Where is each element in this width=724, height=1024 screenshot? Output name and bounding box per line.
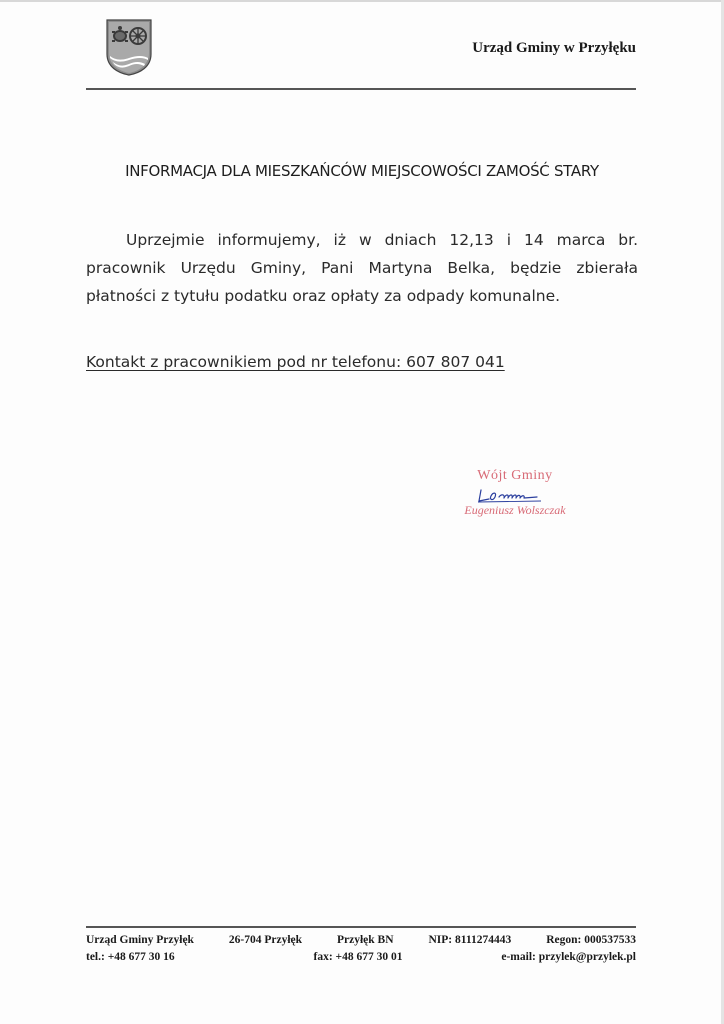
footer-nip: NIP: 8111274443 [428, 934, 512, 946]
footer-office: Urząd Gminy Przyłęk [86, 934, 194, 946]
footer-fax: fax: +48 677 30 01 [313, 951, 403, 963]
page-top-edge [0, 0, 724, 2]
footer-email[interactable]: e-mail: przylek@przylek.pl [501, 951, 636, 963]
stamp-title: Wójt Gminy [477, 468, 553, 483]
footer-tel: tel.: +48 677 30 16 [86, 951, 175, 963]
signature [475, 486, 555, 504]
footer-row-1 [86, 932, 636, 949]
footer-post-office: Przyłęk BN [337, 934, 394, 946]
office-name: Urząd Gminy w Przyłęku [472, 40, 636, 56]
footer [86, 932, 636, 966]
footer-row-2 [86, 949, 636, 966]
official-stamp [430, 468, 600, 518]
contact-line: Kontakt z pracownikiem pod nr telefonu: 607 807 041 [86, 353, 505, 371]
document-title: INFORMACJA DLA MIESZKAŃCÓW MIEJSCOWOŚCI ZAMOŚĆ STARY [125, 162, 599, 180]
footer-regon: Regon: 000537533 [546, 934, 636, 946]
footer-divider [86, 926, 636, 928]
body-paragraph: Uprzejmie informujemy, iż w dniach 12,13 i 14 marca br. pracownik Urzędu Gminy, Pani Martyna Belka, będzie zbierała płatności z tytułu podatku oraz opłaty za odpady komunalne. [86, 231, 638, 305]
stamp-name: Eugeniusz Wolszczak [464, 503, 566, 517]
header-divider [86, 88, 636, 90]
footer-postal: 26-704 Przyłęk [228, 934, 303, 946]
coat-of-arms-icon [104, 18, 154, 76]
